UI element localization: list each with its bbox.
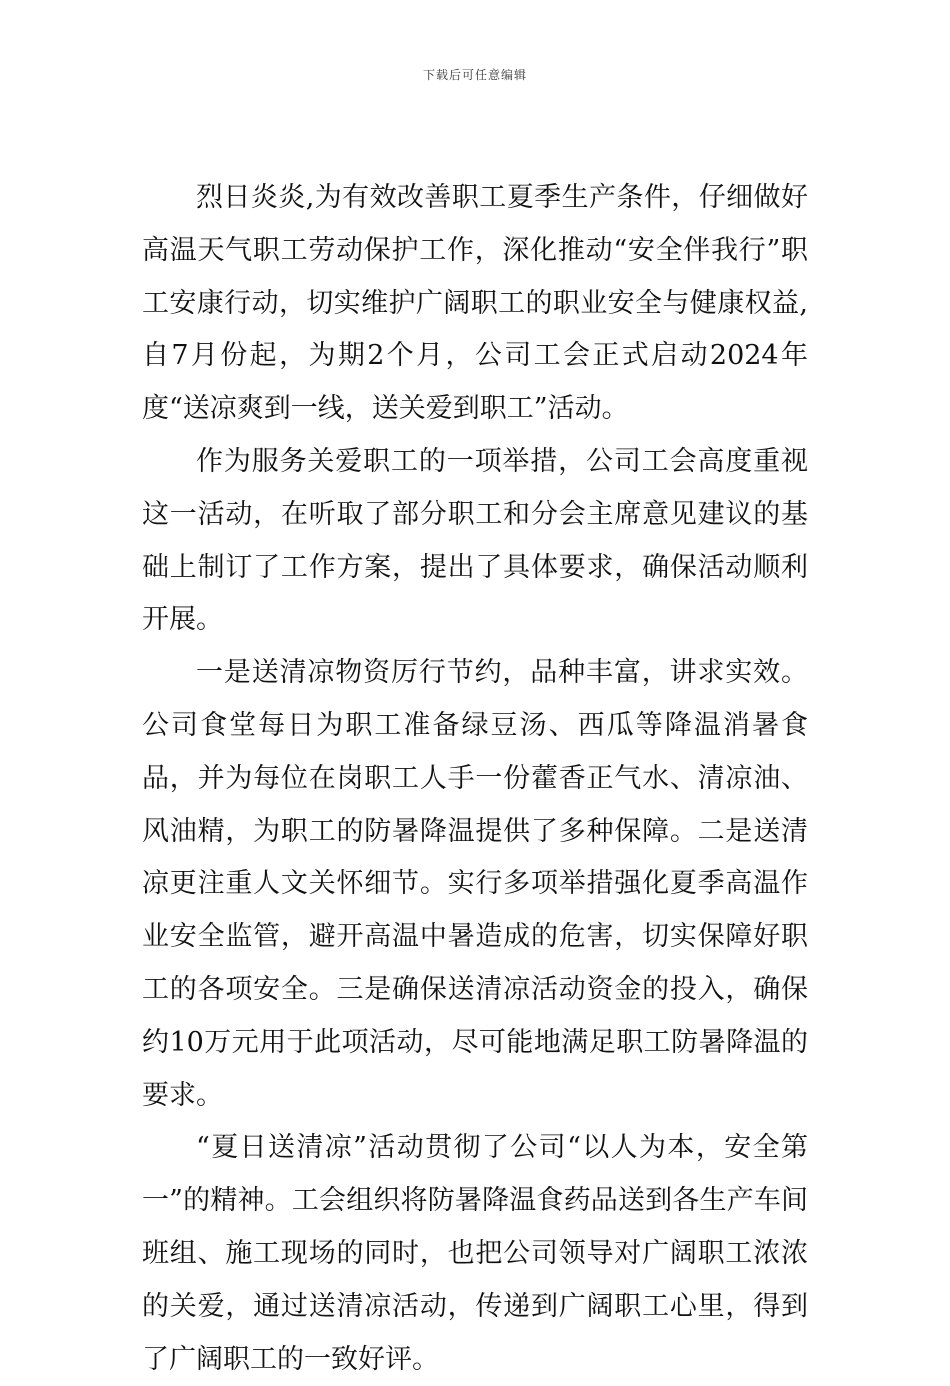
document-body	[142, 172, 808, 1386]
paragraph-1: 烈日炎炎,为有效改善职工夏季生产条件，仔细做好高温天气职工劳动保护工作，深化推动“安全伴我行”职工安康行动，切实维护广阔职工的职业安全与健康权益,自7月份起，为期2个月，公司工会正式启动2024年度“送凉爽到一线，送关爱到职工”活动。	[142, 182, 808, 425]
paragraph-3: 一是送清凉物资厉行节约，品种丰富，讲求实效。公司食堂每日为职工准备绿豆汤、西瓜等降温消暑食品，并为每位在岗职工人手一份藿香正气水、清凉油、风油精，为职工的防暑降温提供了多种保障。二是送清凉更注重人文关怀细节。实行多项举措强化夏季高温作业安全监管，避开高温中暑造成的危害，切实保障好职工的各项安全。三是确保送清凉活动资金的投入，确保约10万元用于此项活动，尽可能地满足职工防暑降温的要求。	[142, 657, 808, 1111]
paragraph-4: “夏日送清凉”活动贯彻了公司“以人为本，安全第一”的精神。工会组织将防暑降温食药品送到各生产车间班组、施工现场的同时，也把公司领导对广阔职工浓浓的关爱，通过送清凉活动，传递到广阔职工心里，得到了广阔职工的一致好评。	[142, 1132, 808, 1375]
paragraph-2: 作为服务关爱职工的一项举措，公司工会高度重视这一活动，在听取了部分职工和分会主席意见建议的基础上制订了工作方案，提出了具体要求，确保活动顺利开展。	[142, 445, 808, 636]
page-header: 下载后可任意编辑	[422, 68, 527, 82]
